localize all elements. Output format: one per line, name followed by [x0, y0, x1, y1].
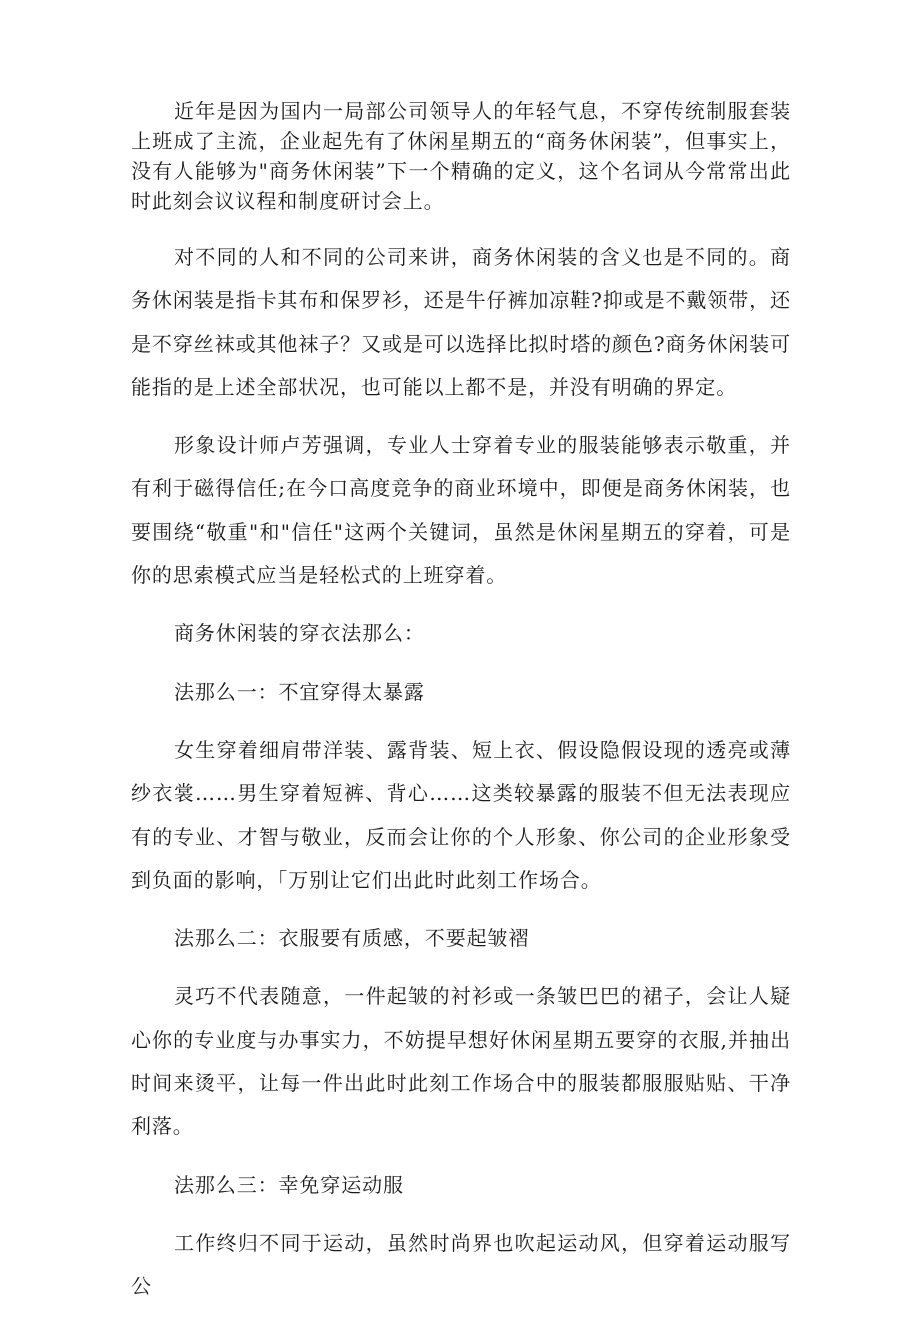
paragraph-definition: 对不同的人和不同的公司来讲，商务休闲装的含义也是不同的。商务休闲装是指卡其布和保罗衫，还是牛仔裤加凉鞋?抑或是不戴领带，还是不穿丝袜或其他袜子？又或是可以选择比拟时塔的颜色?商务休闲装可能指的是上述全部状况，也可能以上都不是，并没有明确的界定。: [131, 245, 791, 399]
rule-heading-3: 法那么三：幸免穿运动服: [174, 1172, 404, 1197]
rule-body-3: 工作终归不同于运动，虽然时尚界也吹起运动风，但穿着运动服写公: [131, 1230, 791, 1299]
rule-body-1: 女生穿着细肩带洋装、露背装、短上衣、假设隐假设现的透亮或薄纱衣裳……男生穿着短裤、背心……这类较暴露的服装不但无法表现应有的专业、才智与敬业，反而会让你的个人形象、你公司的企业形象受到负面的影响，「万别让它们出此时此刻工作场合。: [131, 737, 791, 892]
document-body: [131, 96, 791, 1324]
paragraph-designer-quote: 形象设计师卢芳强调，专业人士穿着专业的服装能够表示敬重，并有利于磁得信任;在今口高度竞争的商业环境中，即便是商务休闲装，也要围绕“敬重"和"信任"这两个关键词，虽然是休闲星期五的穿着，可是你的思索模式应当是轻松式的上班穿着。: [131, 433, 791, 588]
rule-body-2: 灵巧不代表随意，一件起皱的衬衫或一条皱巴巴的裙子，会让人疑心你的专业度与办事实力，不妨提早想好休闲星期五要穿的衣服,并抽出时间来烫平，让每一件出此时此刻工作场合中的服装都服服贴贴、干净利落。: [131, 984, 791, 1139]
rule-heading-1: 法那么一：不宜穿得太暴露: [174, 679, 425, 704]
rule-heading-2: 法那么二：衣服要有质感，不要起皱褶: [174, 926, 530, 951]
section-heading-rules: 商务休闲装的穿衣法那么：: [174, 621, 425, 646]
paragraph-intro: 近年是因为国内一局部公司领导人的年轻气息，不穿传统制服套装上班成了主流，企业起先有了休闲星期五的“商务休闲装”，但事实上，没有人能够为"商务休闲装”下一个精确的定义，这个名词从今常常出此时此刻会议议程和制度研讨会上。: [131, 99, 791, 213]
